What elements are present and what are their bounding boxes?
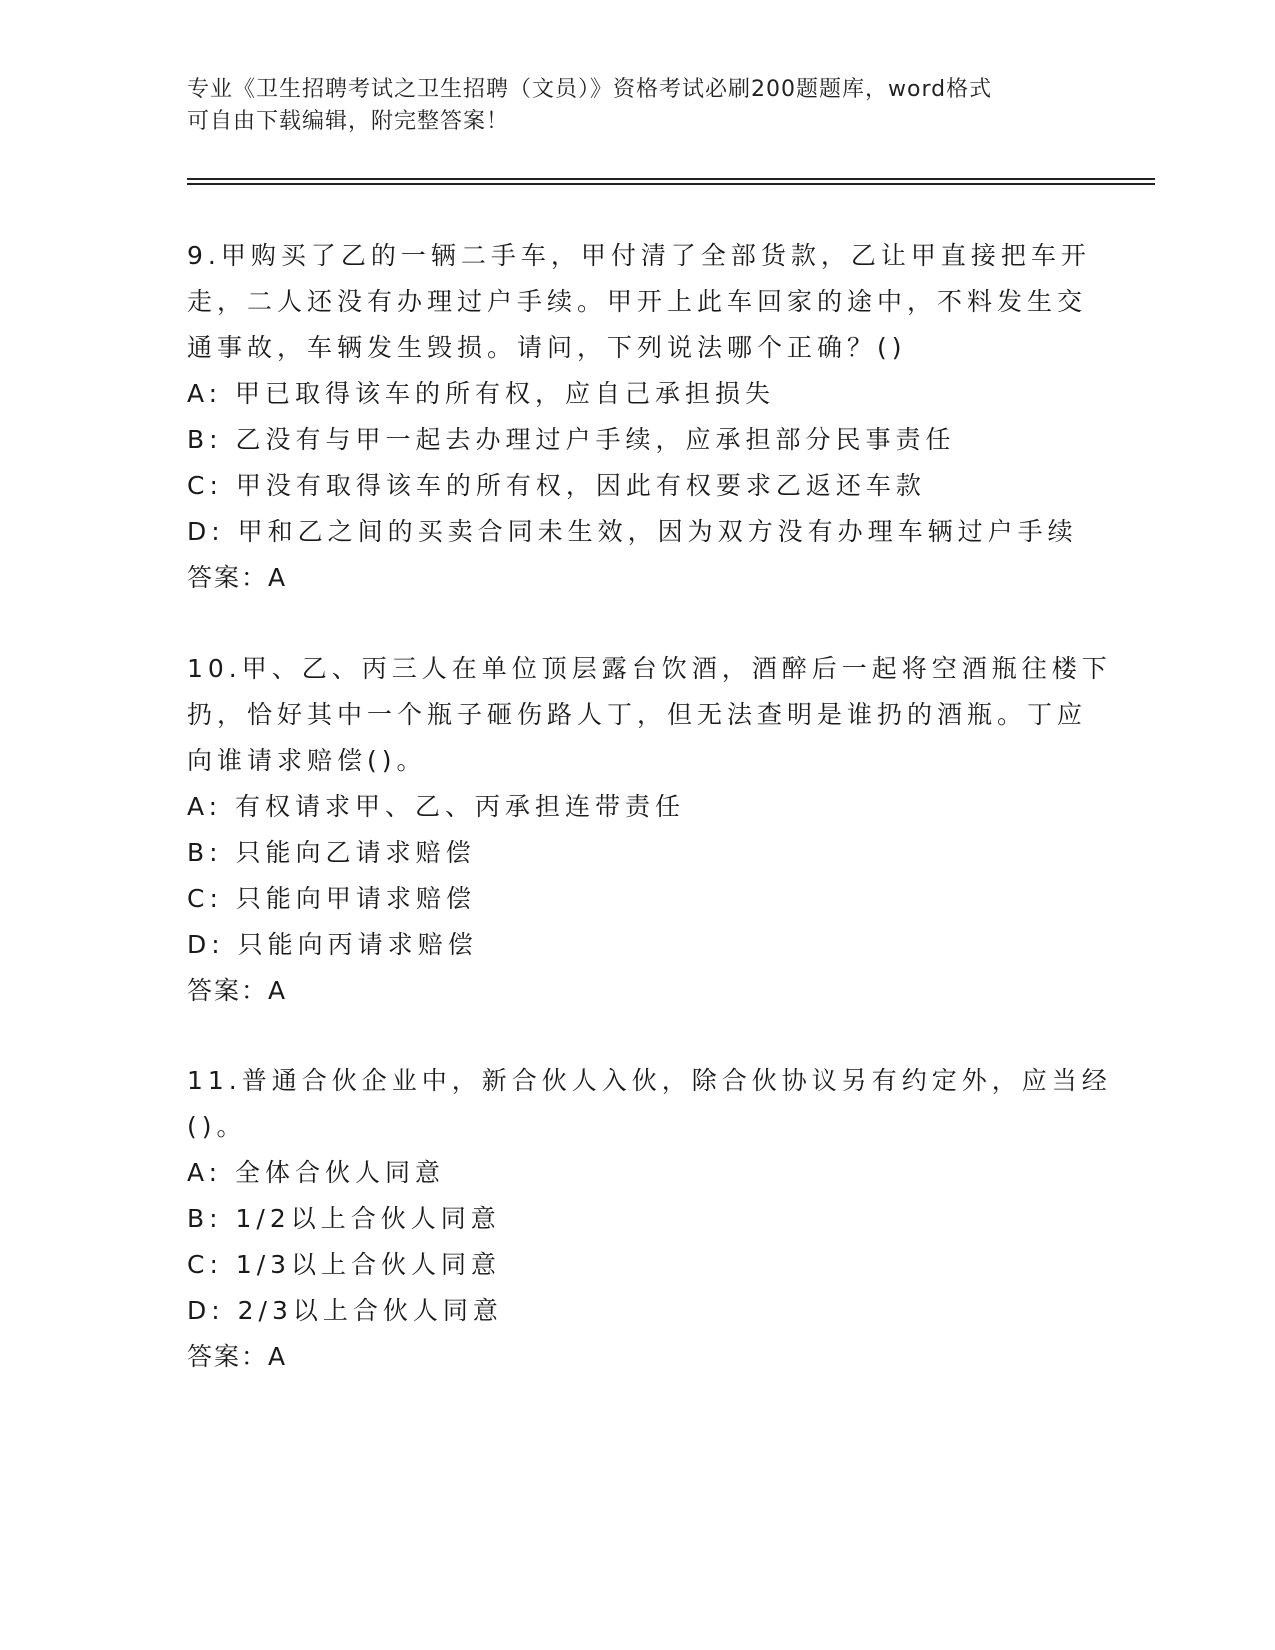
- question-stem-line: 扔，恰好其中一个瓶子砸伤路人丁，但无法查明是谁扔的酒瓶。丁应: [187, 700, 1088, 729]
- question-stem-line: ()。: [187, 1112, 247, 1141]
- question-11: [187, 1058, 1112, 1380]
- question-stem-line: 向谁请求赔偿()。: [187, 746, 427, 775]
- document-header: [187, 74, 1087, 138]
- question-stem: [187, 1058, 1112, 1150]
- option-d: D: 只能向丙请求赔偿: [187, 930, 478, 959]
- question-stem-line: 9.甲购买了乙的一辆二手车，甲付清了全部货款，乙让甲直接把车开: [187, 241, 1091, 270]
- option-a: A: 有权请求甲、乙、丙承担连带责任: [187, 792, 686, 821]
- option-a: A: 全体合伙人同意: [187, 1158, 446, 1187]
- answer-line: 答案：A: [187, 976, 288, 1005]
- question-stem-line: 10.甲、乙、丙三人在单位顶层露台饮酒，酒醉后一起将空酒瓶往楼下: [187, 654, 1112, 683]
- option-b: B: 乙没有与甲一起去办理过户手续，应承担部分民事责任: [187, 425, 956, 454]
- option-b: B: 只能向乙请求赔偿: [187, 838, 476, 867]
- option-c: C: 甲没有取得该车的所有权，因此有权要求乙返还车款: [187, 471, 926, 500]
- answer-line: 答案：A: [187, 1342, 288, 1371]
- option-d: D: 甲和乙之间的买卖合同未生效，因为双方没有办理车辆过户手续: [187, 517, 1078, 546]
- header-title-line-2: 可自由下载编辑，附完整答案！: [187, 109, 510, 134]
- question-10: [187, 646, 1112, 1014]
- question-stem-line: 11.普通合伙企业中，新合伙人入伙，除合伙协议另有约定外，应当经: [187, 1066, 1112, 1095]
- answer-line: 答案：A: [187, 563, 288, 592]
- option-d: D: 2/3以上合伙人同意: [187, 1296, 503, 1325]
- question-stem-line: 走，二人还没有办理过户手续。甲开上此车回家的途中，不料发生交: [187, 287, 1088, 316]
- question-9: [187, 233, 1091, 601]
- option-a: A: 甲已取得该车的所有权，应自己承担损失: [187, 379, 776, 408]
- question-stem: [187, 646, 1112, 784]
- option-b: B: 1/2以上合伙人同意: [187, 1204, 501, 1233]
- option-c: C: 只能向甲请求赔偿: [187, 884, 476, 913]
- header-divider-bottom: [187, 183, 1155, 185]
- question-stem: [187, 233, 1091, 371]
- question-stem-line: 通事故，车辆发生毁损。请问，下列说法哪个正确？(): [187, 333, 907, 362]
- header-divider-top: [187, 178, 1155, 180]
- header-title-line-1: 专业《卫生招聘考试之卫生招聘（文员）》资格考试必刷200题题库，word格式: [187, 77, 993, 102]
- option-c: C: 1/3以上合伙人同意: [187, 1250, 502, 1279]
